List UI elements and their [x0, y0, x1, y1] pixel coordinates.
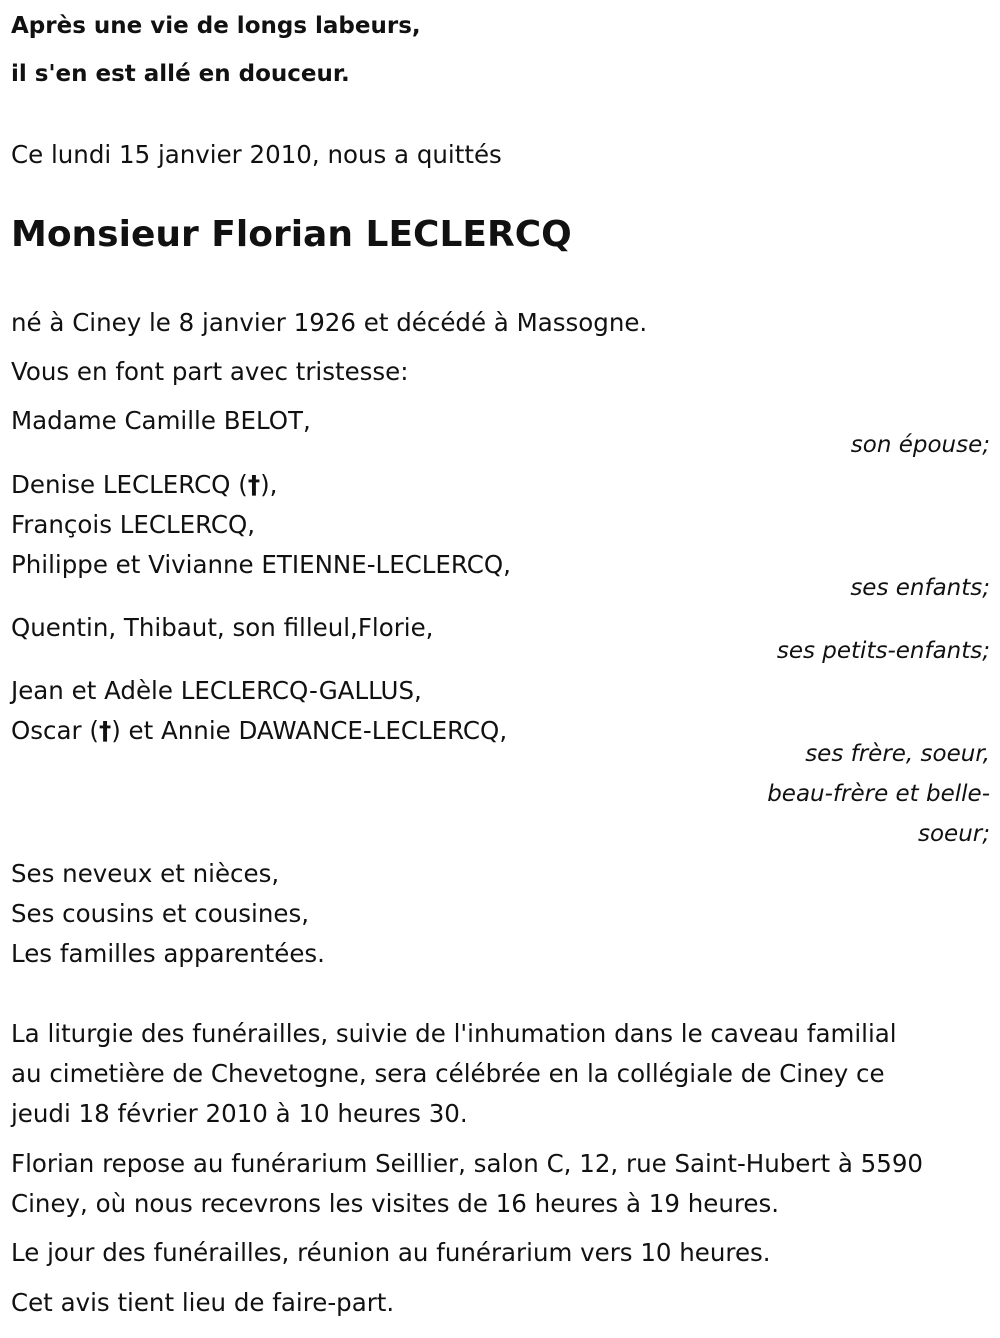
child-name-text: Denise LECLERCQ (	[11, 470, 248, 499]
sibling-name-suffix: ) et Annie DAWANCE-LECLERCQ,	[111, 716, 508, 745]
child-name-suffix: ),	[260, 470, 278, 499]
epitaph-line-1: Après une vie de longs labeurs,	[11, 13, 421, 39]
child-name: Philippe et Vivianne ETIENNE-LECLERCQ,	[11, 550, 511, 579]
funerarium-paragraph-line: Florian repose au funérarium Seillier, salon C, 12, rue Saint-Hubert à 5590	[11, 1149, 924, 1178]
funeral-paragraph-line: au cimetière de Chevetogne, sera célébrée en la collégiale de Ciney ce	[11, 1059, 885, 1088]
children-role: ses enfants;	[850, 575, 990, 601]
sibling-name: Jean et Adèle LECLERCQ-GALLUS,	[11, 676, 422, 705]
spouse-role: son épouse;	[850, 432, 990, 458]
funeral-paragraph-line: jeudi 18 février 2010 à 10 heures 30.	[11, 1099, 468, 1128]
siblings-role-line-3: soeur;	[918, 821, 990, 847]
child-name: François LECLERCQ,	[11, 510, 256, 539]
funerarium-paragraph-line: Ciney, où nous recevrons les visites de 16 heures à 19 heures.	[11, 1189, 780, 1218]
epitaph-line-2: il s'en est allé en douceur.	[11, 61, 350, 87]
cross-icon: †	[98, 716, 112, 745]
meeting-info: Le jour des funérailles, réunion au funérarium vers 10 heures.	[11, 1238, 771, 1267]
sibling-name	[11, 716, 508, 745]
notice-closing: Cet avis tient lieu de faire-part.	[11, 1288, 395, 1317]
siblings-role-line-1: ses frère, soeur,	[805, 741, 990, 767]
announcement-text: Vous en font part avec tristesse:	[11, 357, 409, 386]
other-relatives: Les familles apparentées.	[11, 939, 325, 968]
child-name	[11, 470, 278, 499]
sibling-name-text: Oscar (	[11, 716, 99, 745]
deceased-name: Monsieur Florian LECLERCQ	[11, 214, 572, 255]
birth-death-text: né à Ciney le 8 janvier 1926 et décédé à Massogne.	[11, 308, 648, 337]
siblings-role-line-2: beau-frère et belle-	[767, 781, 990, 807]
other-relatives: Ses neveux et nièces,	[11, 859, 280, 888]
funeral-paragraph-line: La liturgie des funérailles, suivie de l'inhumation dans le caveau familial	[11, 1019, 897, 1048]
intro-text: Ce lundi 15 janvier 2010, nous a quittés	[11, 140, 502, 169]
spouse-name: Madame Camille BELOT,	[11, 406, 311, 435]
grandchildren-names: Quentin, Thibaut, son filleul,Florie,	[11, 613, 434, 642]
other-relatives: Ses cousins et cousines,	[11, 899, 309, 928]
grandchildren-role: ses petits-enfants;	[776, 638, 990, 664]
cross-icon: †	[247, 470, 261, 499]
